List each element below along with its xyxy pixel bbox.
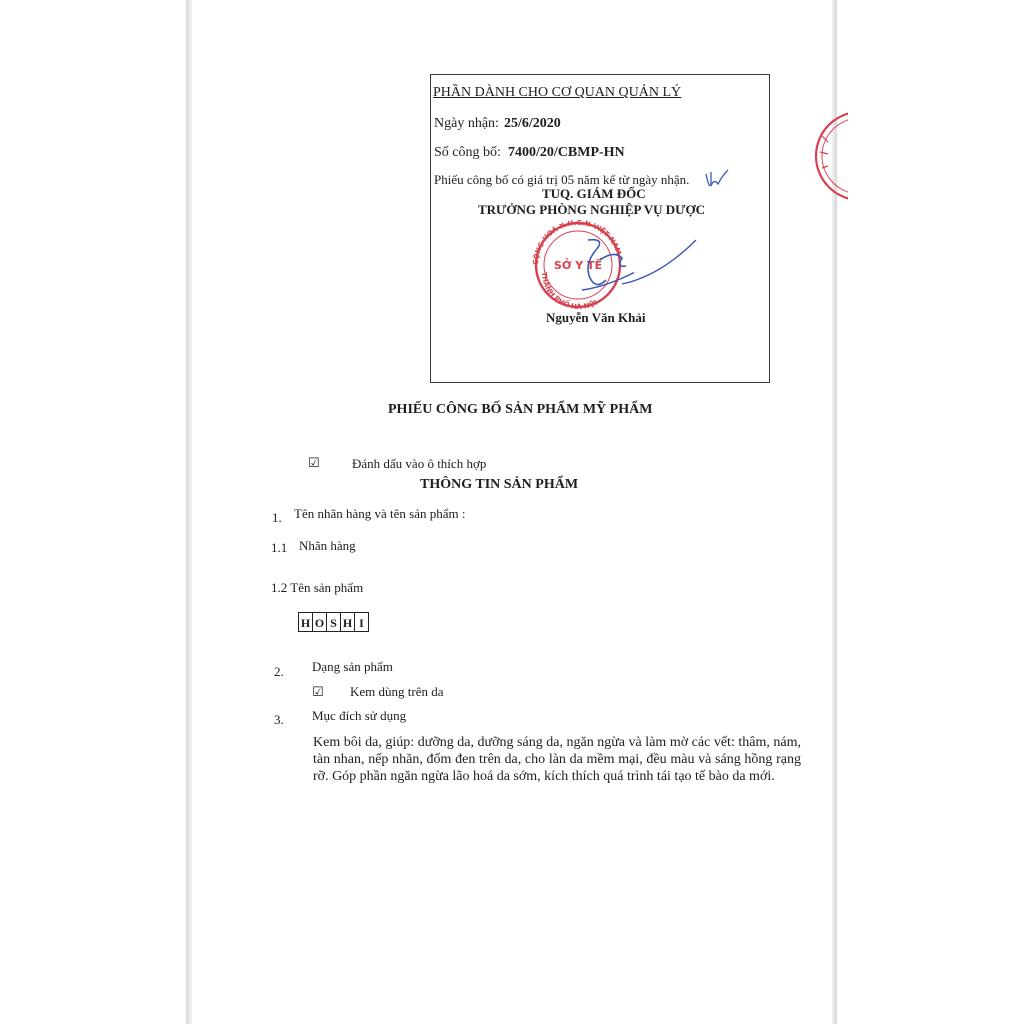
item-3-label: Mục đích sử dụng [312, 708, 407, 723]
seal-top-text: CỘNG HOÀ X.H.C.N VIỆT NAM [531, 220, 623, 266]
item-1-2-label: 1.2 Tên sản phẩm [271, 580, 364, 595]
signer-title-2: TRƯỞNG PHÒNG NGHIỆP VỤ DƯỢC [478, 202, 706, 217]
product-letter: H [298, 612, 313, 632]
item-1-1-number: 1.1 [271, 540, 288, 555]
seal-bottom-text: THÀNH PHỐ HÀ NỘI [539, 271, 599, 310]
validity-text: Phiếu công bố có giá trị 05 năm kể từ ngày nhận. [434, 172, 690, 187]
document-title: PHIẾU CÔNG BỐ SẢN PHẨM MỸ PHẨM [388, 402, 653, 417]
number-value: 7400/20/CBMP-HN [508, 145, 625, 160]
date-value: 25/6/2020 [504, 116, 561, 131]
official-seal [526, 220, 634, 310]
section-heading: THÔNG TIN SẢN PHẨM [420, 477, 579, 492]
date-label: Ngày nhận: [434, 116, 499, 131]
item-3-number: 3. [274, 712, 284, 727]
signature-stroke [620, 236, 700, 286]
check-instruction: Đánh dấu vào ô thích hợp [352, 456, 487, 471]
product-letter: O [312, 612, 327, 632]
item-1-1-label: Nhãn hàng [299, 538, 356, 553]
item-2-label: Dạng sản phẩm [312, 659, 393, 674]
handwritten-initials [704, 168, 730, 193]
partial-stamp [808, 108, 848, 204]
purpose-paragraph: Kem bôi da, giúp: dưỡng da, dưỡng sáng da, ngăn ngừa và làm mờ các vết: thâm, nám, tàn nhan, nếp nhăn, đốm đen trên da, cho làn da mềm mại, đều màu và sáng hồng rạng rỡ. Góp phần ngăn ngừa lão hoá da sớm, kích thích quá trình tái tạo tế bào da mới. [313, 735, 801, 784]
product-letter: H [340, 612, 355, 632]
admin-box-heading: PHẦN DÀNH CHO CƠ QUAN QUẢN LÝ [433, 85, 682, 100]
product-letter: S [326, 612, 341, 632]
product-name-boxes [298, 612, 369, 632]
item-1-label: Tên nhãn hàng và tên sản phẩm : [294, 506, 466, 521]
checkbox-checked: ☑ [312, 685, 324, 700]
item-2-option: Kem dùng trên da [350, 684, 444, 699]
signer-title-1: TUQ. GIÁM ĐỐC [542, 186, 646, 201]
product-letter: I [354, 612, 369, 632]
number-label: Số công bố: [434, 145, 501, 160]
checkbox-checked: ☑ [308, 456, 320, 471]
item-2-number: 2. [274, 664, 284, 679]
seal-center-text: SỞ Y TẾ [553, 259, 603, 272]
item-1-number: 1. [272, 510, 282, 525]
signer-name: Nguyễn Văn Khải [546, 310, 646, 325]
